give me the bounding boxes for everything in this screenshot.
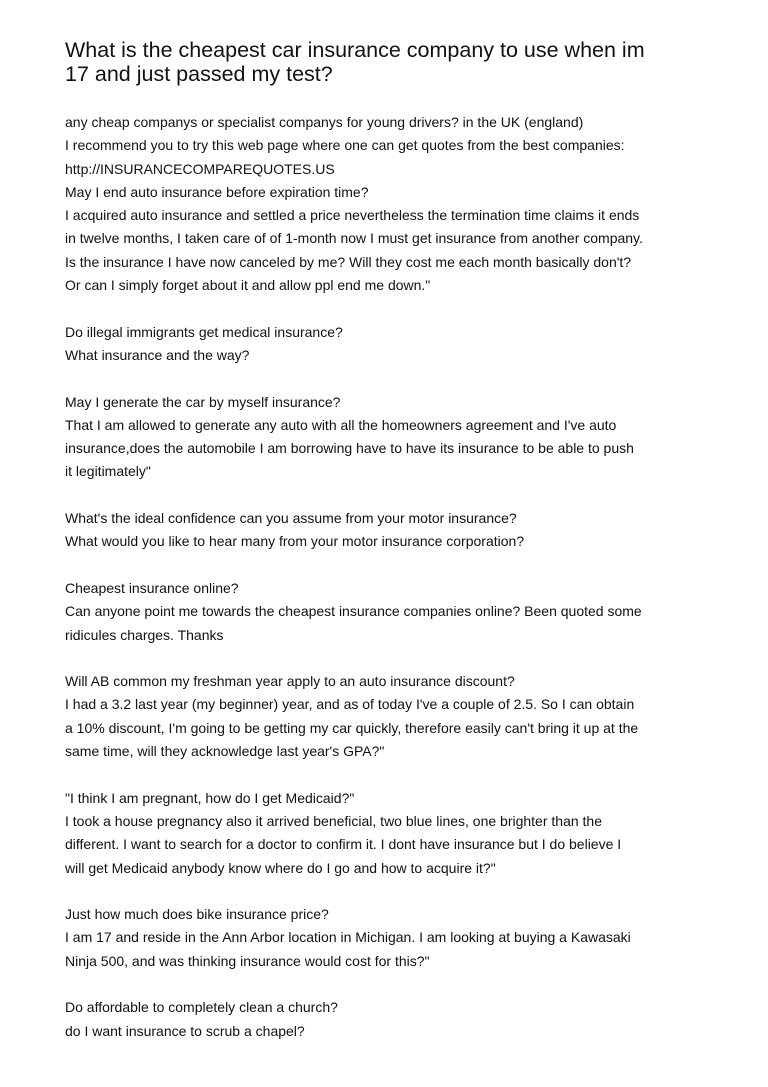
intro-section (65, 111, 715, 297)
intro-line: May I end auto insurance before expiration time? (65, 183, 369, 200)
answer-line: What would you like to hear many from your motor insurance corporation? (65, 533, 525, 550)
qa-block (65, 787, 715, 880)
answer-line: it legitimately" (65, 463, 151, 480)
section-gap (65, 297, 715, 320)
qa-block (65, 577, 715, 647)
answer-line: I am 17 and reside in the Ann Arbor location in Michigan. I am looking at buying a Kawasaki (65, 929, 631, 946)
page-title: What is the cheapest car insurance company to use when im 17 and just passed my test? (65, 38, 645, 86)
question-line: Cheapest insurance online? (65, 579, 239, 596)
intro-line: any cheap companys or specialist companys for young drivers? in the UK (england) (65, 114, 584, 130)
answer-line: What insurance and the way? (65, 346, 250, 363)
qa-block (65, 321, 715, 368)
question-line: What's the ideal confidence can you assume from your motor insurance? (65, 510, 517, 527)
document-page (65, 38, 715, 1066)
answer-line: Ninja 500, and was thinking insurance would cost for this?" (65, 952, 430, 969)
intro-line: I recommend you to try this web page where one can get quotes from the best companies: (65, 137, 625, 154)
qa-block (65, 670, 715, 763)
qa-block (65, 507, 715, 554)
qa-block (65, 996, 715, 1043)
quote-link: http://INSURANCECOMPAREQUOTES.US (65, 160, 335, 177)
question-line: Do affordable to completely clean a church? (65, 999, 338, 1016)
answer-line: same time, will they acknowledge last year's GPA?" (65, 743, 385, 760)
qa-block (65, 903, 715, 973)
answer-line: That I am allowed to generate any auto with all the homeowners agreement and I've auto (65, 416, 617, 433)
question-line: Just how much does bike insurance price? (65, 906, 329, 923)
question-line: May I generate the car by myself insurance? (65, 393, 341, 410)
answer-line: a 10% discount, I'm going to be getting my car quickly, therefore easily can't bring it up at the (65, 719, 639, 736)
answer-line: will get Medicaid anybody know where do I go and how to acquire it?" (65, 859, 496, 876)
answer-line: I had a 3.2 last year (my beginner) year, and as of today I've a couple of 2.5. So I can obtain (65, 696, 635, 713)
answer-line: ridicules charges. Thanks (65, 626, 224, 643)
answer-line: I took a house pregnancy also it arrived beneficial, two blue lines, one brighter than the (65, 812, 602, 829)
intro-line: in twelve months, I taken care of of 1-month now I must get insurance from another company. (65, 230, 643, 247)
answer-line: insurance,does the automobile I am borrowing have to have its insurance to be able to push (65, 440, 634, 457)
answer-line: Can anyone point me towards the cheapest insurance companies online? Been quoted some (65, 603, 642, 620)
question-line: Will AB common my freshman year apply to an auto insurance discount? (65, 673, 515, 690)
intro-line: Is the insurance I have now canceled by me? Will they cost me each month basically don't? (65, 253, 632, 270)
qa-block (65, 391, 715, 484)
intro-line: I acquired auto insurance and settled a price nevertheless the termination time claims it ends (65, 207, 640, 224)
question-line: "I think I am pregnant, how do I get Medicaid?" (65, 789, 355, 806)
answer-line: different. I want to search for a doctor to confirm it. I dont have insurance but I do believe I (65, 836, 622, 853)
question-line: Do illegal immigrants get medical insurance? (65, 323, 343, 340)
intro-line: Or can I simply forget about it and allow ppl end me down." (65, 277, 431, 294)
answer-line: do I want insurance to scrub a chapel? (65, 1022, 305, 1039)
